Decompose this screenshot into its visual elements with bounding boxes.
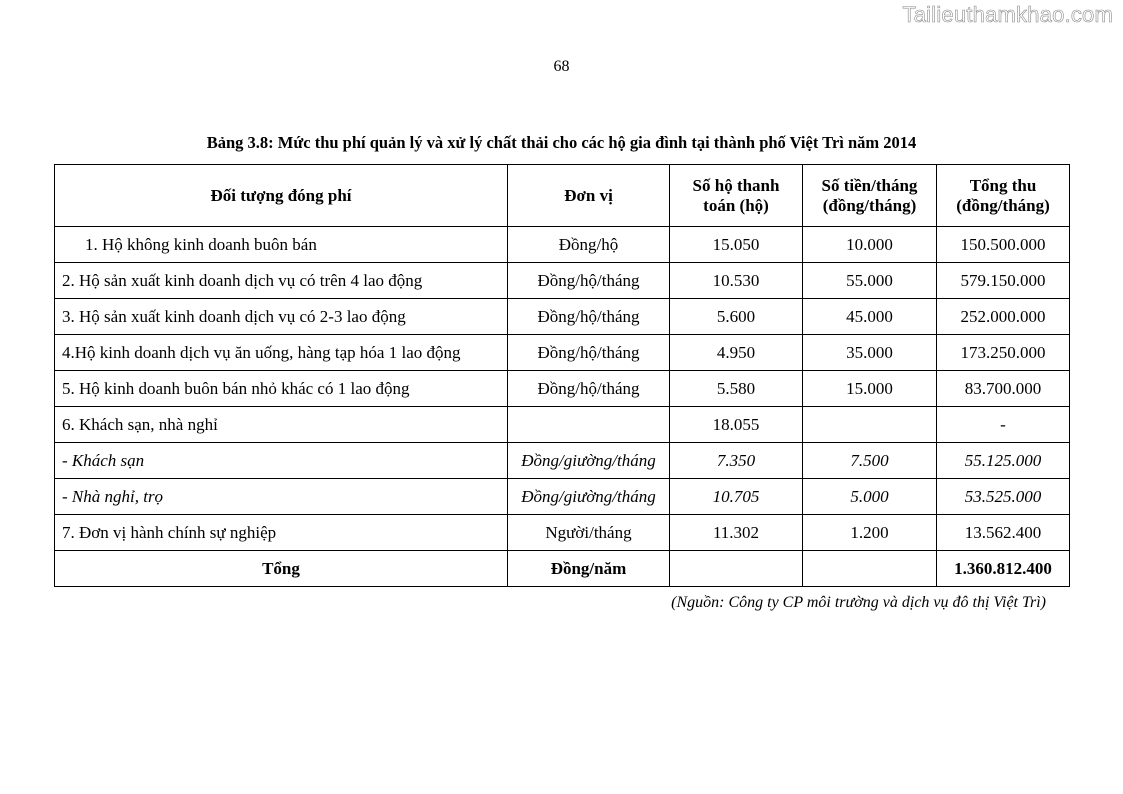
table-header-row	[55, 165, 1070, 227]
header-households	[670, 165, 803, 227]
header-fee-line1: Số tiền/tháng	[821, 175, 918, 195]
cell-total: 53.525.000	[937, 479, 1070, 515]
page-number: 68	[553, 58, 570, 75]
cell-subject: 3. Hộ sản xuất kinh doanh dịch vụ có 2-3 lao động	[55, 299, 508, 335]
cell-unit: Người/tháng	[508, 515, 670, 551]
cell-households: 18.055	[670, 407, 803, 443]
header-unit: Đơn vị	[508, 165, 670, 227]
header-fee-line2: (đồng/tháng)	[822, 195, 917, 215]
fee-table	[54, 164, 1070, 587]
cell-households: 11.302	[670, 515, 803, 551]
total-row	[55, 551, 1070, 587]
cell-unit: Đồng/hộ/tháng	[508, 263, 670, 299]
header-fee	[803, 165, 937, 227]
table-row	[55, 371, 1070, 407]
cell-subject: 5. Hộ kinh doanh buôn bán nhỏ khác có 1 lao động	[55, 371, 508, 407]
header-households-line2: toán (hộ)	[703, 195, 769, 215]
cell-total: 579.150.000	[937, 263, 1070, 299]
cell-total: -	[937, 407, 1070, 443]
header-total-line1: Tổng thu	[969, 175, 1037, 195]
cell-total: 173.250.000	[937, 335, 1070, 371]
cell-subject: 4.Hộ kinh doanh dịch vụ ăn uống, hàng tạp hóa 1 lao động	[55, 335, 508, 371]
table-row	[55, 299, 1070, 335]
cell-subject: 1. Hộ không kinh doanh buôn bán	[55, 227, 508, 263]
table-row	[55, 515, 1070, 551]
cell-unit: Đồng/hộ/tháng	[508, 371, 670, 407]
cell-fee: 35.000	[803, 335, 937, 371]
table-row	[55, 443, 1070, 479]
cell-subject: 2. Hộ sản xuất kinh doanh dịch vụ có trên 4 lao động	[55, 263, 508, 299]
table-row	[55, 227, 1070, 263]
header-total-line2: (đồng/tháng)	[956, 195, 1050, 215]
total-amount: 1.360.812.400	[937, 551, 1070, 587]
source-note: (Nguồn: Công ty CP môi trường và dịch vụ đô thị Việt Trì)	[671, 594, 1046, 611]
cell-fee: 10.000	[803, 227, 937, 263]
header-total	[937, 165, 1070, 227]
cell-fee	[803, 407, 937, 443]
cell-fee: 15.000	[803, 371, 937, 407]
cell-unit: Đồng/giường/tháng	[508, 479, 670, 515]
cell-households: 5.580	[670, 371, 803, 407]
cell-households: 4.950	[670, 335, 803, 371]
total-households	[670, 551, 803, 587]
cell-unit: Đồng/hộ/tháng	[508, 299, 670, 335]
cell-subject: 6. Khách sạn, nhà nghỉ	[55, 407, 508, 443]
watermark: Tailieuthamkhao.com	[902, 2, 1113, 27]
table-title: Bảng 3.8: Mức thu phí quản lý và xử lý chất thải cho các hộ gia đình tại thành phố Việt Trì năm 2014	[206, 133, 917, 152]
cell-households: 10.530	[670, 263, 803, 299]
cell-subject: - Nhà nghỉ, trọ	[55, 479, 508, 515]
header-subject: Đối tượng đóng phí	[55, 165, 508, 227]
cell-subject: 7. Đơn vị hành chính sự nghiệp	[55, 515, 508, 551]
table-row	[55, 479, 1070, 515]
table-row	[55, 407, 1070, 443]
cell-fee: 55.000	[803, 263, 937, 299]
table-row	[55, 335, 1070, 371]
cell-fee: 7.500	[803, 443, 937, 479]
cell-total: 55.125.000	[937, 443, 1070, 479]
cell-unit	[508, 407, 670, 443]
header-households-line1: Số hộ thanh	[692, 175, 780, 195]
cell-subject: - Khách sạn	[55, 443, 508, 479]
cell-fee: 5.000	[803, 479, 937, 515]
cell-fee: 45.000	[803, 299, 937, 335]
cell-total: 83.700.000	[937, 371, 1070, 407]
cell-total: 252.000.000	[937, 299, 1070, 335]
cell-unit: Đồng/hộ/tháng	[508, 335, 670, 371]
total-label: Tổng	[55, 551, 508, 587]
cell-total: 13.562.400	[937, 515, 1070, 551]
cell-total: 150.500.000	[937, 227, 1070, 263]
cell-households: 7.350	[670, 443, 803, 479]
cell-fee: 1.200	[803, 515, 937, 551]
cell-unit: Đồng/hộ	[508, 227, 670, 263]
cell-households: 15.050	[670, 227, 803, 263]
total-fee	[803, 551, 937, 587]
cell-households: 5.600	[670, 299, 803, 335]
cell-unit: Đồng/giường/tháng	[508, 443, 670, 479]
total-unit: Đồng/năm	[508, 551, 670, 587]
cell-households: 10.705	[670, 479, 803, 515]
table-row	[55, 263, 1070, 299]
